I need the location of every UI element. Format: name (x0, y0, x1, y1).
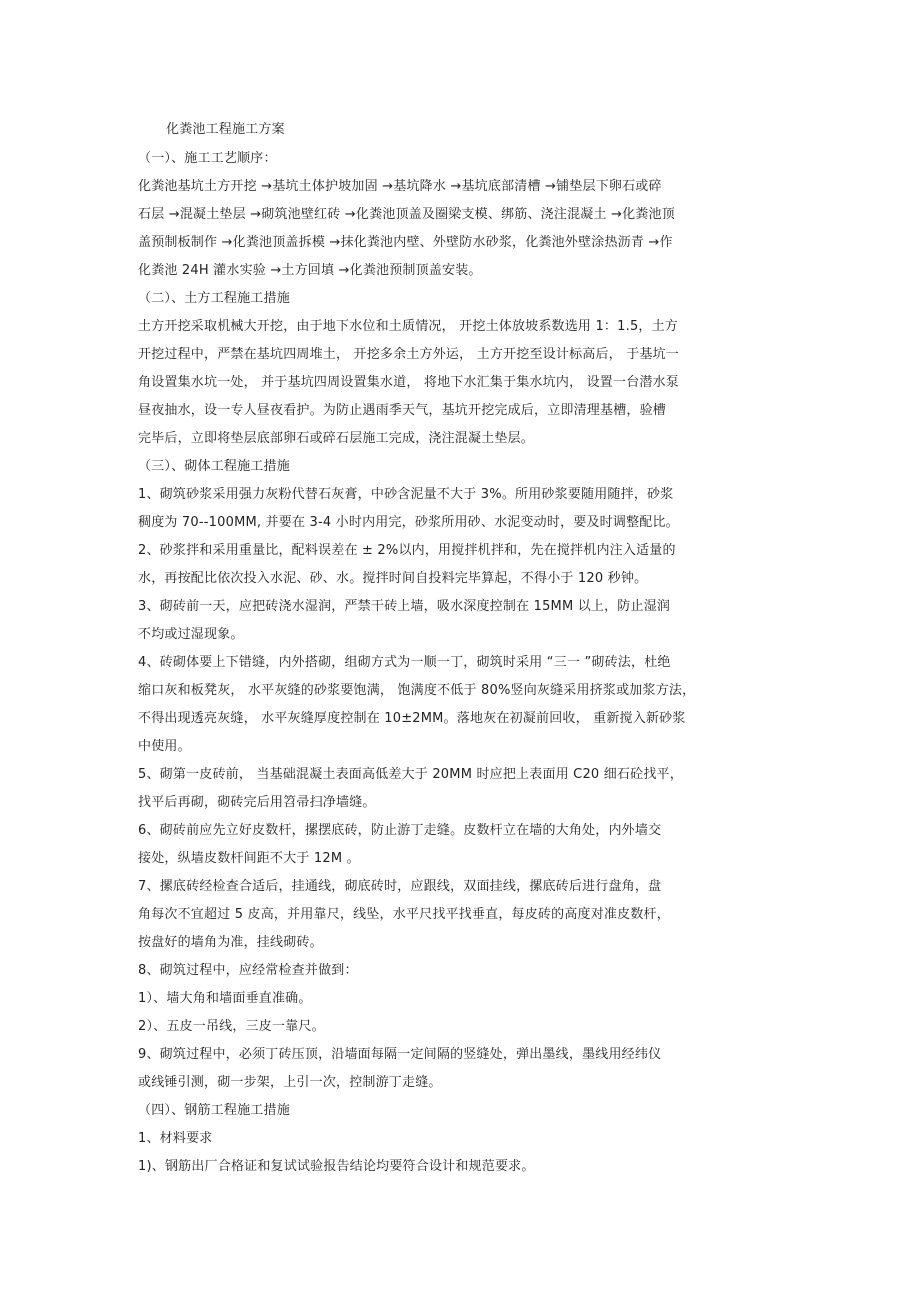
paragraph-line: 3、砌砖前一天，应把砖浇水湿润，严禁干砖上墙，吸水深度控制在 15MM 以上，防止湿润 (138, 599, 671, 614)
paragraph-line: 石层 →混凝土垫层 →砌筑池壁红砖 →化粪池顶盖及圈梁支模、绑筋、浇注混凝土 →化粪池顶 (138, 207, 675, 222)
paragraph-line: 角设置集水坑一处， 并于基坑四周设置集水道， 将地下水汇集于集水坑内， 设置一台潜水泵 (138, 375, 679, 390)
paragraph-line: 5、砌第一皮砖前， 当基础混凝土表面高低差大于 20MM 时应把上表面用 C20 细石砼找平， (138, 767, 683, 782)
paragraph-line: 缩口灰和板凳灰， 水平灰缝的砂浆要饱满， 饱满度不低于 80%竖向灰缝采用挤浆或加浆方法， (138, 683, 696, 698)
paragraph-line: 化粪池基坑土方开挖 →基坑土体护坡加固 →基坑降水 →基坑底部清槽 →铺垫层下卵石或碎 (138, 179, 662, 194)
paragraph-line: 中使用。 (138, 739, 191, 754)
paragraph-line: 找平后再砌，砌砖完后用笤帚扫净墙缝。 (138, 795, 376, 810)
paragraph-line: 8、砌筑过程中，应经常检查并做到： (138, 963, 358, 978)
paragraph-line: 1、砌筑砂浆采用强力灰粉代替石灰膏，中砂含泥量不大于 3%。所用砂浆要随用随拌，砂浆 (138, 487, 674, 502)
section-heading-3: （三）、砌体工程施工措施 (138, 459, 290, 474)
paragraph-line: 按盘好的墙角为准，挂线砌砖。 (138, 935, 323, 950)
paragraph-line: 开挖过程中，严禁在基坑四周堆土， 开挖多余土方外运， 土方开挖至设计标高后， 于基坑一 (138, 347, 679, 362)
section-heading-2: （二）、土方工程施工措施 (138, 291, 290, 306)
paragraph-line: 昼夜抽水，设一专人昼夜看护。为防止遇雨季天气，基坑开挖完成后，立即清理基槽，验槽 (138, 403, 667, 418)
paragraph-line: 1、材料要求 (138, 1131, 213, 1146)
paragraph-line: 6、砌砖前应先立好皮数杆，摞摆底砖，防止游丁走缝。皮数杆立在墙的大角处，内外墙交 (138, 823, 662, 838)
paragraph-line: 1)、钢筋出厂合格证和复试试验报告结论均要符合设计和规范要求。 (138, 1159, 535, 1174)
section-heading-4: （四）、钢筋工程施工措施 (138, 1103, 290, 1118)
paragraph-line: 角每次不宜超过 5 皮高，并用靠尺，线坠，水平尺找平找垂直，每皮砖的高度对准皮数杆， (138, 907, 670, 922)
paragraph-line: 不均或过湿现象。 (138, 627, 244, 642)
paragraph-line: 2、砂浆拌和采用重量比，配料误差在 ± 2%以内，用搅拌机拌和，先在搅拌机内注入适量的 (138, 543, 676, 558)
section-heading-1: （一）、施工工艺顺序： (138, 151, 277, 166)
paragraph-line: 化粪池 24H 灌水实验 →土方回填 →化粪池预制顶盖安装。 (138, 263, 482, 278)
paragraph-line: 7、摞底砖经检查合适后，挂通线，砌底砖时，应跟线，双面挂线，摞底砖后进行盘角，盘 (138, 879, 662, 894)
document-title: 化粪池工程施工方案 (166, 122, 285, 137)
paragraph-line: 2）、五皮一吊线，三皮一靠尺。 (138, 1019, 325, 1034)
paragraph-line: 4、砖砌体要上下错缝，内外搭砌，组砌方式为一顺一丁，砌筑时采用 “三一 ”砌砖法，杜绝 (138, 655, 671, 670)
paragraph-line: 完毕后，立即将垫层底部卵石或碎石层施工完成，浇注混凝土垫层。 (138, 431, 535, 446)
paragraph-line: 土方开挖采取机械大开挖，由于地下水位和土质情况， 开挖土体放坡系数选用 1：1.5，土方 (138, 319, 679, 334)
paragraph-line: 盖预制板制作 →化粪池顶盖拆模 →抹化粪池内壁、外壁防水砂浆，化粪池外壁涂热沥青 →作 (138, 235, 673, 250)
paragraph-line: 或线锤引测，砌一步架，上引一次，控制游丁走缝。 (138, 1075, 442, 1090)
paragraph-line: 水，再按配比依次投入水泥、砂、水。搅拌时间自投料完毕算起，不得小于 120 秒钟。 (138, 571, 648, 586)
paragraph-line: 接处，纵墙皮数杆间距不大于 12M 。 (138, 851, 360, 866)
paragraph-line: 不得出现透亮灰缝， 水平灰缝厚度控制在 10±2MM。落地灰在初凝前回收， 重新搅入新砂浆 (138, 711, 686, 726)
paragraph-line: 9、砌筑过程中，必须丁砖压顶，沿墙面每隔一定间隔的竖缝处，弹出墨线，墨线用经纬仪 (138, 1047, 662, 1062)
paragraph-line: 1）、墙大角和墙面垂直准确。 (138, 991, 312, 1006)
paragraph-line: 稠度为 70--100MM, 并要在 3-4 小时内用完，砂浆所用砂、水泥变动时，要及时调整配比。 (138, 515, 679, 530)
